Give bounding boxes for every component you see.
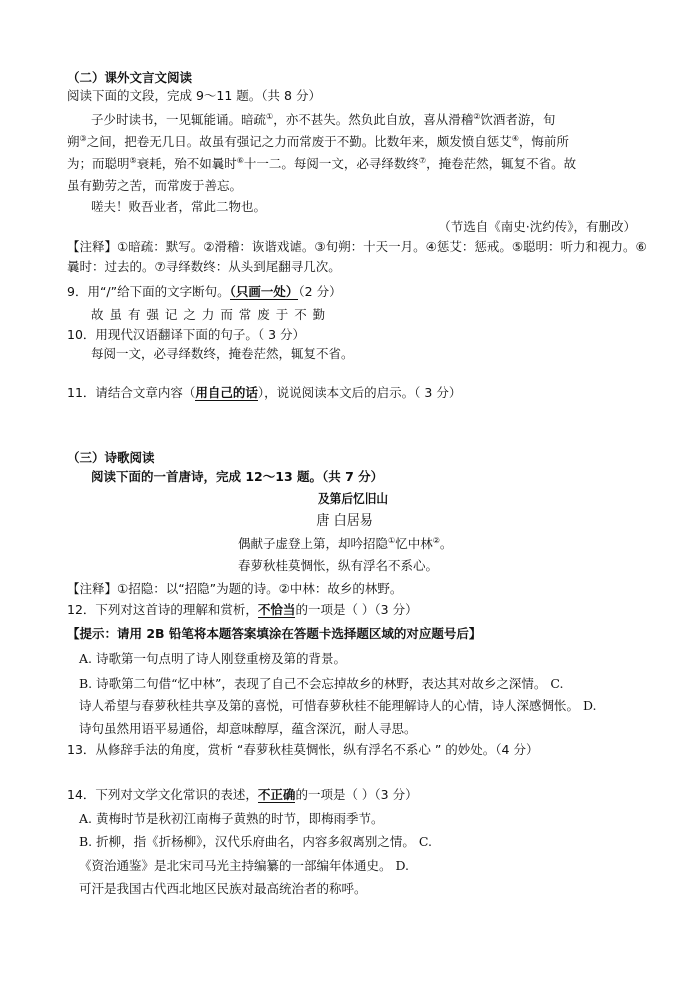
passage-line-3: 为；而聪明⑤衰耗，殆不如曩时⑥十一二。每阅一文，必寻绎数终⑦，掩卷茫然，辄复不省。故 xyxy=(67,155,577,171)
question-10: 10．用现代汉语翻译下面的句子。（ 3 分） xyxy=(67,327,306,342)
passage-line-4: 虽有勤劳之苦，而常废于善忘。 xyxy=(67,178,243,193)
question-14-option-b: B. 折柳，指《折杨柳》，汉代乐府曲名，内容多叙离别之情。 C. xyxy=(79,834,432,849)
section3-instruction: 阅读下面的一首唐诗，完成 12～13 题。（共 7 分） xyxy=(91,469,384,484)
question-13: 13．从修辞手法的角度，赏析 “春萝秋桂莫惆怅，纵有浮名不系心 ” 的妙处。（4 分） xyxy=(67,742,539,757)
passage-line-2: 朔③之间，把卷无几日。故虽有强记之力而常废于不勤。比数年来，颇发愤自惩艾④，悔前所 xyxy=(67,133,569,149)
section2-notes-line-2: 曩时：过去的。⑦寻绎数终：从头到尾翻寻几次。 xyxy=(67,259,341,274)
question-14-option-a: A. 黄梅时节是秋初江南梅子黄熟的时节，即梅雨季节。 xyxy=(79,811,384,826)
section2-notes-line-1: 【注释】①暗疏：默写。②滑稽：诙谐戏谑。③旬朔：十天一月。④惩艾：惩戒。⑤聪明：听力和视力。⑥ xyxy=(67,239,647,254)
question-9-text: 故 虽 有 强 记 之 力 而 常 废 于 不 勤 xyxy=(91,307,327,322)
section3-notes: 【注释】①招隐：以“招隐”为题的诗。②中林：故乡的林野。 xyxy=(67,581,403,596)
poem-line-1: 偶献子虚登上第，却吟招隐①忆中林②。 xyxy=(238,535,453,551)
passage-source: （节选自《南史·沈约传》，有删改） xyxy=(438,219,636,234)
question-11: 11．请结合文章内容（用自己的话），说说阅读本文后的启示。（ 3 分） xyxy=(67,385,462,400)
question-14: 14．下列对文学文化常识的表述，不正确的一项是（ ）（3 分） xyxy=(67,787,418,802)
passage-line-5: 嗟夫！败吾业者，常此二物也。 xyxy=(91,199,267,214)
question-12-option-b: B. 诗歌第二句借“忆中林”，表现了自己不会忘掉故乡的林野，表达其对故乡之深情。 C. xyxy=(79,676,564,691)
question-12-option-c: 诗人希望与春萝秋桂共享及第的喜悦，可惜春萝秋桂不能理解诗人的心情，诗人深感惆怅。 D. xyxy=(79,698,597,713)
question-9: 9．用“/”给下面的文字断句。（只画一处）（2 分） xyxy=(67,284,342,299)
passage-line-1: 子少时读书，一见辄能诵。暗疏①，亦不甚失。然负此自放，喜从滑稽②饮酒者游，旬 xyxy=(91,111,556,127)
section3-heading: （三）诗歌阅读 xyxy=(67,450,155,465)
poem-title: 及第后忆旧山 xyxy=(318,491,389,506)
section2-instruction: 阅读下面的文段，完成 9～11 题。（共 8 分） xyxy=(67,88,321,103)
poem-line-2: 春萝秋桂莫惆怅，纵有浮名不系心。 xyxy=(238,558,439,573)
question-12-tip: 【提示：请用 2B 铅笔将本题答案填涂在答题卡选择题区域的对应题号后】 xyxy=(67,626,482,641)
question-14-option-c: 《资治通鉴》是北宋司马光主持编纂的一部编年体通史。 D. xyxy=(79,858,410,873)
section2-heading: （二）课外文言文阅读 xyxy=(67,70,193,85)
poem-author: 唐 白居易 xyxy=(316,513,373,529)
question-10-text: 每阅一文，必寻绎数终，掩卷茫然，辄复不省。 xyxy=(91,346,354,361)
question-12-option-a: A. 诗歌第一句点明了诗人刚登重榜及第的背景。 xyxy=(79,651,346,666)
question-14-option-d: 可汗是我国古代西北地区民族对最高统治者的称呼。 xyxy=(79,881,367,896)
question-12-option-d: 诗句虽然用语平易通俗，却意味醇厚，蕴含深沉，耐人寻思。 xyxy=(79,721,417,736)
question-12: 12．下列对这首诗的理解和赏析，不恰当的一项是（ ）（3 分） xyxy=(67,602,418,617)
